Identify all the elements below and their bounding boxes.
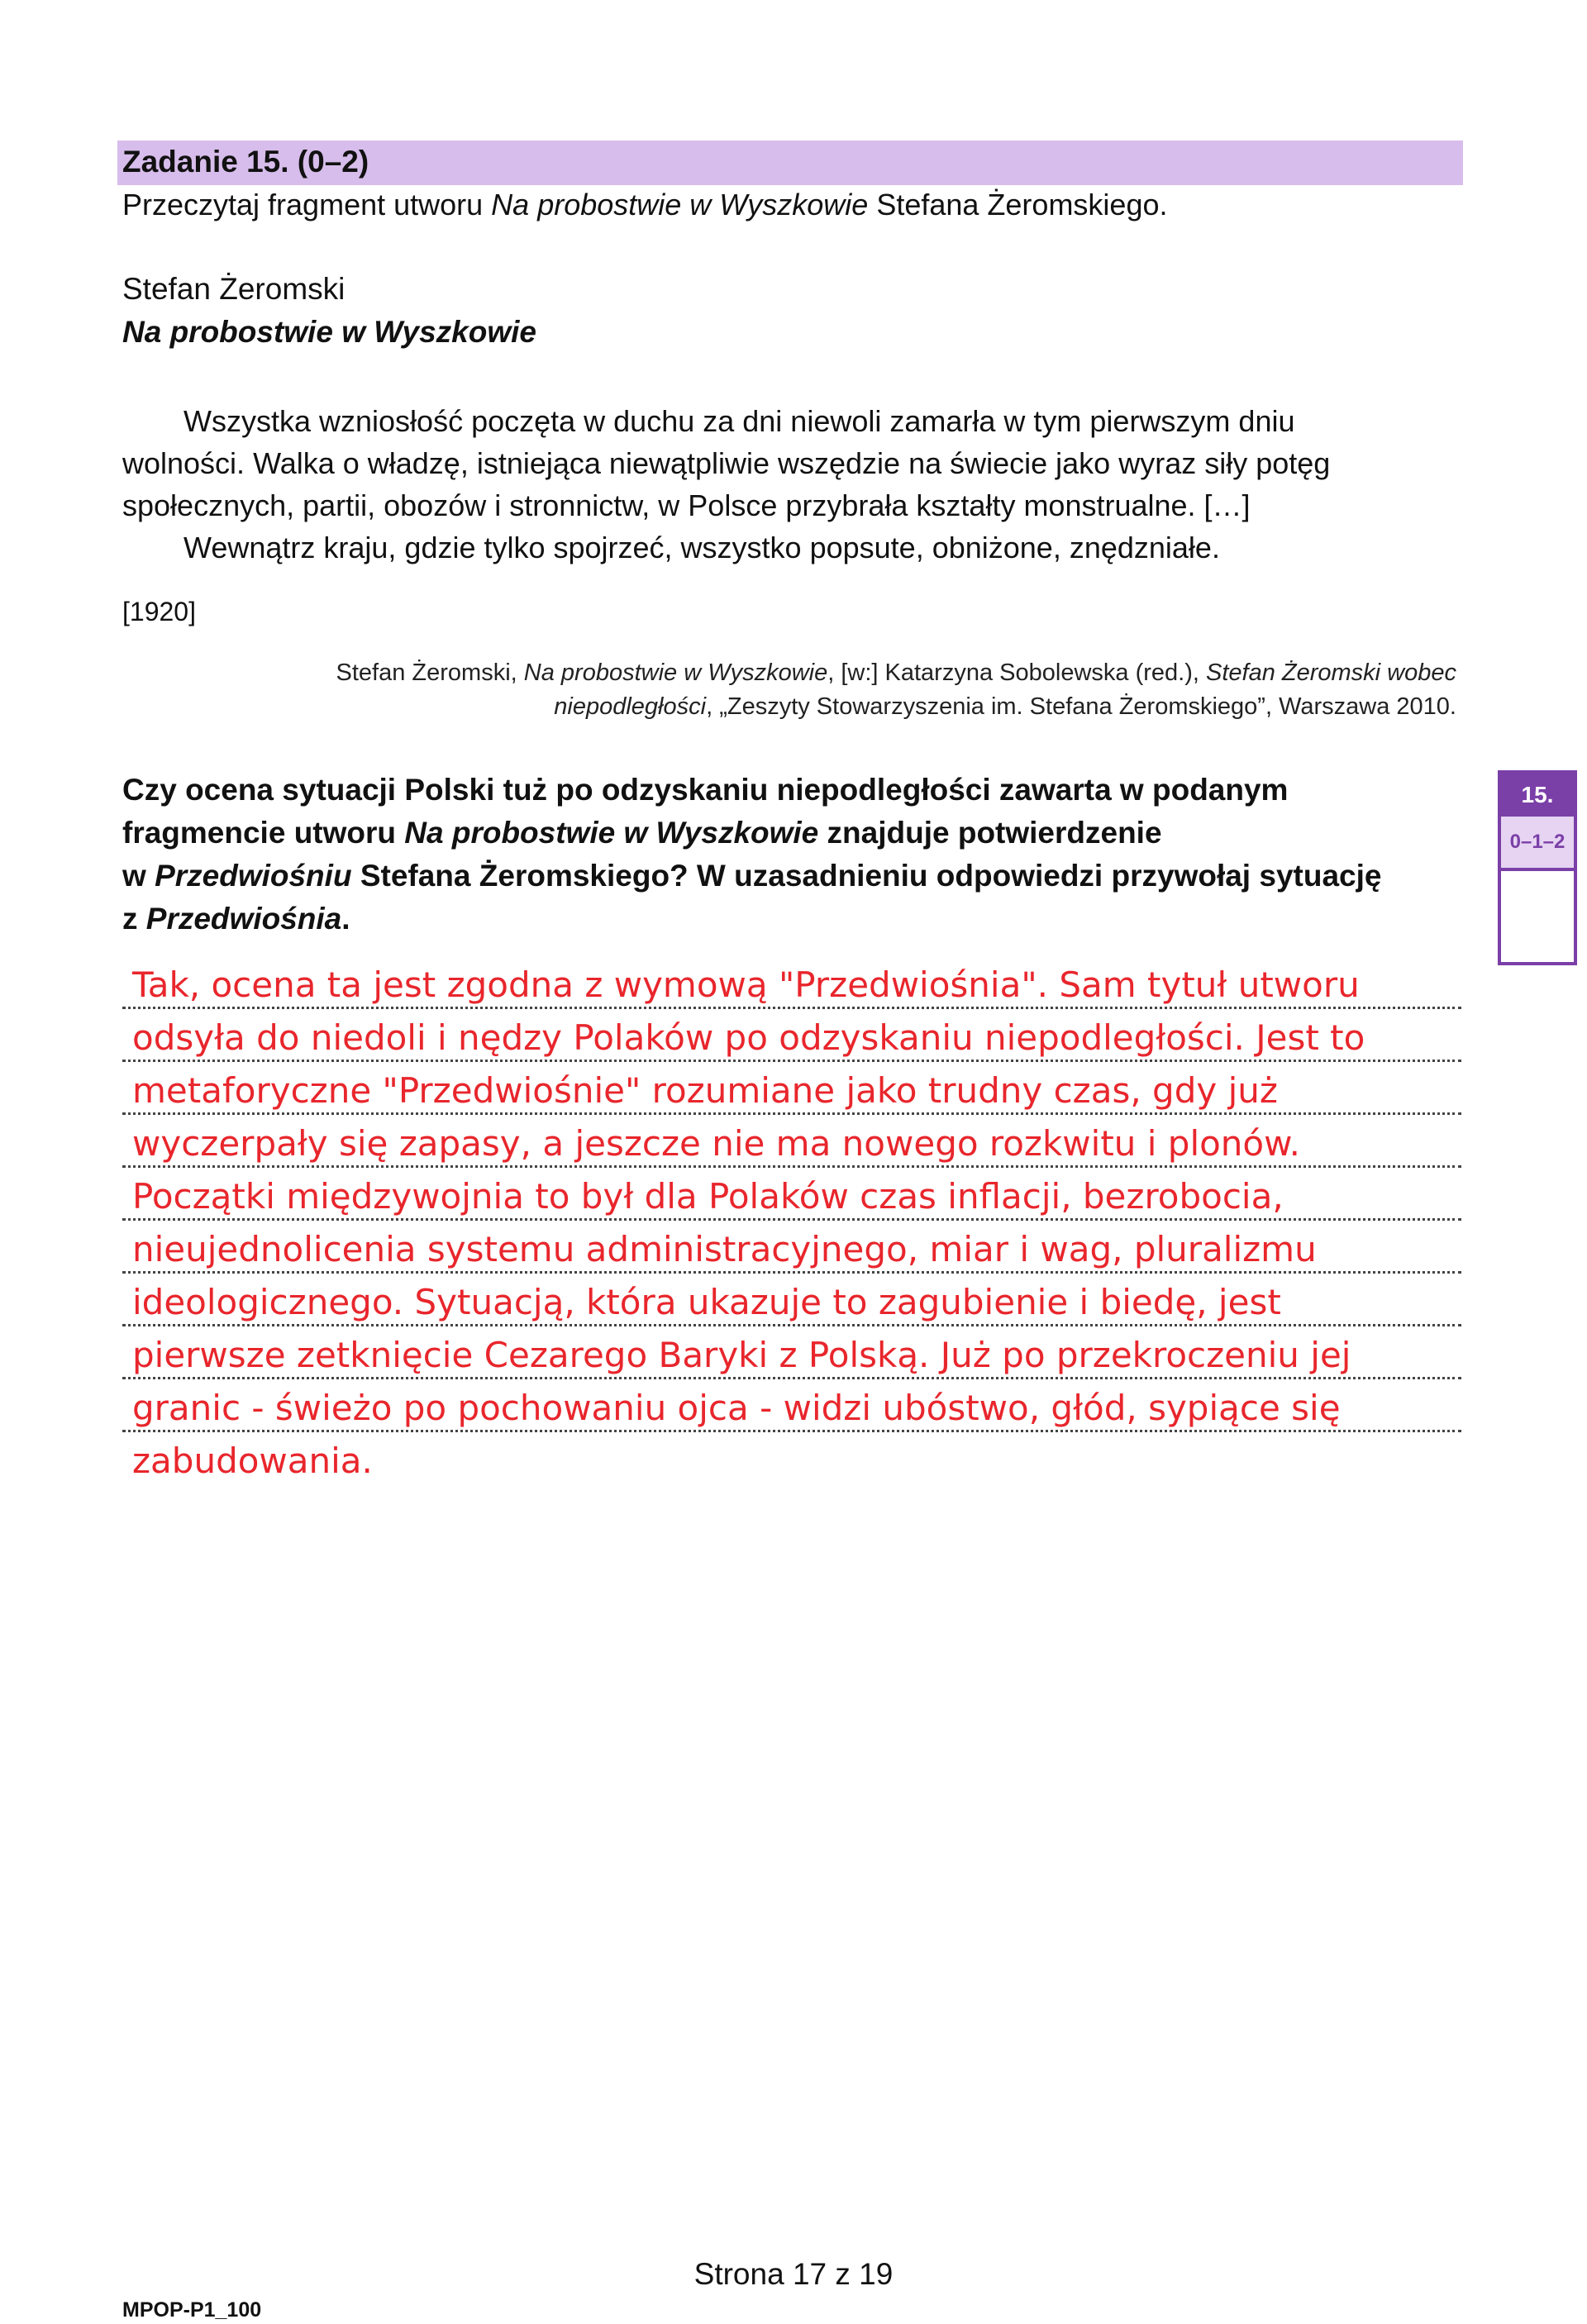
task-title: Zadanie 15. (0–2) bbox=[122, 145, 369, 179]
passage-text bbox=[122, 400, 1461, 569]
page-number: Strona 17 z 19 bbox=[693, 2257, 894, 2291]
passage-author: Stefan Żeromski bbox=[122, 272, 346, 306]
document-code: MPOP-P1_100 bbox=[122, 2298, 262, 2322]
answer-line: ideologicznego. Sytuacją, która ukazuje to zagubienie i biedę, jest bbox=[122, 1274, 1461, 1326]
score-box-number: 15. bbox=[1501, 774, 1574, 817]
answer-line: metaforyczne "Przedwiośnie" rozumiane jako trudny czas, gdy już bbox=[122, 1062, 1461, 1115]
answer-line: pierwsze zetknięcie Cezarego Baryki z Polską. Już po przekroczeniu jej bbox=[122, 1326, 1461, 1379]
answer-line: Początki międzywojnia to był dla Polaków czas inflacji, bezrobocia, bbox=[122, 1168, 1461, 1221]
answer-line: granic - świeżo po pochowaniu ojca - widzi ubóstwo, głód, sypiące się bbox=[122, 1379, 1461, 1432]
passage-line: wolności. Walka o władzę, istniejąca niewątpliwie wszędzie na świecie jako wyraz siły potęg bbox=[122, 446, 1331, 480]
passage-title: Na probostwie w Wyszkowie bbox=[122, 315, 536, 349]
answer-area bbox=[122, 956, 1461, 1485]
passage-year: [1920] bbox=[122, 597, 196, 626]
question-text: Czy ocena sytuacji Polski tuż po odzyskaniu niepodległości zawarta w podanym fragmencie utworu Na probostwie w Wyszkowie znajduje potwierdzenie w Przedwiośniu Stefana Żeromskiego? W uzasadnieniu odpowiedzi przywołaj sytuację z Przedwiośnia. bbox=[122, 773, 1382, 936]
answer-line: wyczerpały się zapasy, a jeszcze nie ma nowego rozkwitu i plonów. bbox=[122, 1115, 1461, 1168]
intro-work-title: Na probostwie w Wyszkowie bbox=[491, 188, 869, 221]
answer-line: nieujednolicenia systemu administracyjnego, miar i wag, pluralizmu bbox=[122, 1221, 1461, 1274]
answer-line: odsyła do niedoli i nędzy Polaków po odzyskaniu niepodległości. Jest to bbox=[122, 1009, 1461, 1062]
answer-line: zabudowania. bbox=[132, 1441, 373, 1481]
score-box bbox=[1498, 770, 1577, 965]
passage-line: Wewnątrz kraju, gdzie tylko spojrzeć, wszystko popsute, obniżone, znędzniałe. bbox=[183, 531, 1220, 564]
score-box-scale: 0–1–2 bbox=[1501, 817, 1574, 871]
source-citation: Stefan Żeromski, Na probostwie w Wyszkowie, [w:] Katarzyna Sobolewska (red.), Stefan Żeromski wobec niepodległości, „Zeszyty Stowarzyszenia im. Stefana Żeromskiego”, Warszawa 2010. bbox=[336, 660, 1456, 720]
answer-line: Tak, ocena ta jest zgodna z wymową "Przedwiośnia". Sam tytuł utworu bbox=[122, 956, 1461, 1009]
passage-line: społecznych, partii, obozów i stronnictw, w Polsce przybrała kształty monstrualne. […] bbox=[122, 488, 1251, 522]
task-intro: Przeczytaj fragment utworu Na probostwie w Wyszkowie Stefana Żeromskiego. bbox=[122, 188, 1168, 221]
passage-line: Wszystka wzniosłość poczęta w duchu za dni niewoli zamarła w tym pierwszym dniu bbox=[183, 404, 1295, 438]
